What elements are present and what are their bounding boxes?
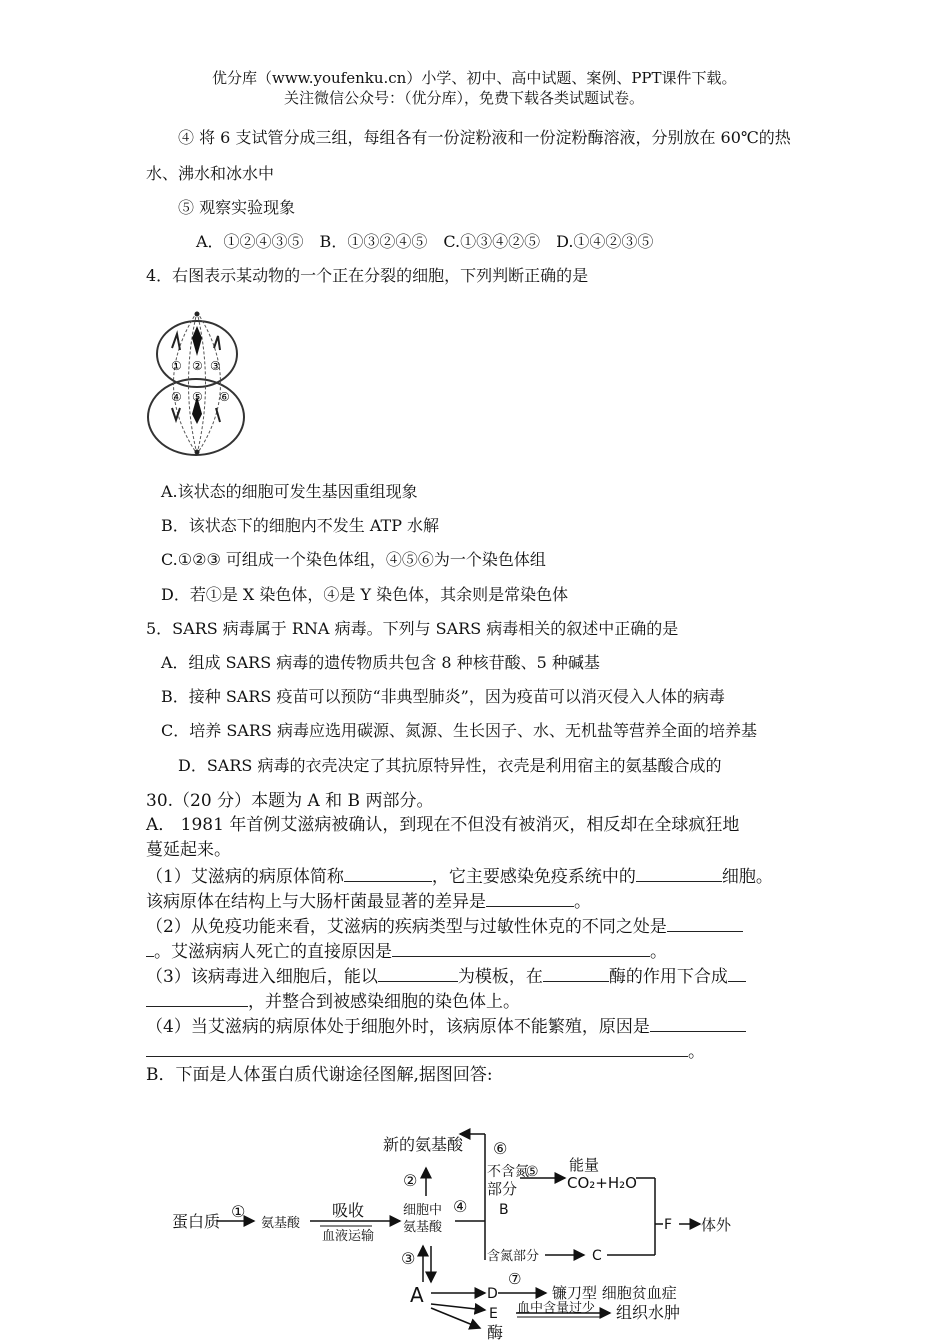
diagram-cell-aa-1: 细胞中 (403, 1203, 443, 1218)
q3-step4-line2: 水、沸水和冰水中 (146, 164, 275, 183)
diagram-cell-aa-2: 氨基酸 (403, 1220, 443, 1235)
q4-stem: 4．右图表示某动物的一个正在分裂的细胞，下列判断正确的是 (146, 266, 589, 285)
diagram-circle-5: ⑤ (526, 1164, 539, 1180)
q30-title: 30.（20 分）本题为 A 和 B 两部分。 (146, 791, 434, 811)
diagram-co2-h2o: CO₂+H₂O (567, 1174, 637, 1192)
diagram-circle-7: ⑦ (508, 1270, 522, 1288)
diagram-f: F (664, 1217, 673, 1233)
q30-b-intro: B．下面是人体蛋白质代谢途径图解,据图回答: (146, 1065, 493, 1085)
diagram-c: C (592, 1248, 602, 1264)
q5-stem: 5．SARS 病毒属于 RNA 病毒。下列与 SARS 病毒相关的叙述中正确的是 (146, 619, 679, 638)
diagram-non-n-2: 部分 (487, 1180, 518, 1198)
diagram-blood: 血液运输 (322, 1229, 375, 1244)
q30-p3b-end: ，并整合到被感染细胞的染色体上。 (248, 992, 520, 1012)
q30-p1a-mid: ，它主要感染免疫系统中的 (431, 867, 636, 887)
q5-option-a: A．组成 SARS 病毒的遗传物质共包含 8 种核苷酸、5 种碱基 (161, 653, 600, 672)
diagram-a: A (410, 1283, 424, 1307)
chromosome-label-6: ⑥ (219, 390, 230, 404)
q30-p3a-pre: （3）该病毒进入细胞后，能以 (146, 967, 378, 987)
header-line-1: 优分库（www.youfenku.cn）小学、初中、高中试题、案例、PPT课件下载。 (212, 69, 737, 87)
q30-a-intro-1: A． 1981 年首例艾滋病被确认，到现在不但没有被消灭，相反却在全球疯狂地 (146, 815, 740, 835)
q4-option-a: A.该状态的细胞可发生基因重组现象 (161, 482, 418, 501)
diagram-b: B (499, 1202, 509, 1218)
q5-option-c: C．培养 SARS 病毒应选用碳源、氮源、生长因子、水、无机盐等营养全面的培养基 (161, 721, 757, 740)
q3-step4-line1: ④ 将 6 支试管分成三组，每组各有一份淀粉液和一份淀粉酶溶液，分别放在 60℃的热 (178, 128, 791, 147)
q3-options: A．①②④③⑤ B．①③②④⑤ C.①③④②⑤ D.①④②③⑤ (196, 232, 654, 251)
q30-p1b-pre: 该病原体在结构上与大肠杆菌最显著的差异是 (146, 892, 486, 912)
q30-p3a-mid1: 为模板，在 (457, 967, 543, 987)
q30-p4b-end: 。 (688, 1042, 705, 1062)
q5-option-d: D．SARS 病毒的衣壳决定了其抗原特异性，衣壳是利用宿主的氨基酸合成的 (178, 756, 722, 775)
diagram-circle-2: ② (403, 1171, 418, 1190)
q5-option-b: B．接种 SARS 疫苗可以预防“非典型肺炎”，因为疫苗可以消灭侵入人体的病毒 (161, 687, 725, 706)
q30-p4a-pre: （4）当艾滋病的病原体处于细胞外时，该病原体不能繁殖，原因是 (146, 1017, 650, 1037)
q30-p1b-end: 。 (574, 892, 591, 912)
q3-step5: ⑤ 观察实验现象 (178, 198, 296, 217)
diagram-protein: 蛋白质 (172, 1212, 221, 1231)
q30-p2a-pre: （2）从免疫功能来看，艾滋病的疾病类型与过敏性休克的不同之处是 (146, 917, 667, 937)
diagram-d: D (487, 1286, 498, 1302)
diagram-edema: 组织水肿 (616, 1303, 681, 1322)
diagram-enzyme: 酶 (487, 1323, 504, 1342)
diagram-blood-low: 血中含量过少 (517, 1301, 596, 1316)
chromosome-label-2: ② (192, 359, 203, 373)
diagram-non-n-1: 不含氮 (487, 1164, 529, 1180)
diagram-energy: 能量 (569, 1156, 600, 1174)
chromosome-label-3: ③ (210, 359, 221, 373)
q4-option-c: C.①②③ 可组成一个染色体组，④⑤⑥为一个染色体组 (161, 550, 546, 569)
diagram-absorb: 吸收 (332, 1201, 365, 1220)
header-line-2: 关注微信公众号：（优分库），免费下载各类试题试卷。 (284, 89, 645, 107)
diagram-circle-3: ③ (401, 1249, 416, 1268)
q30-p2b-pre: 。艾滋病病人死亡的直接原因是 (154, 942, 392, 962)
diagram-new-amino-acid: 新的氨基酸 (383, 1135, 464, 1154)
chromosome-label-1: ① (171, 359, 182, 373)
q30-a-intro-2: 蔓延起来。 (146, 840, 231, 860)
diagram-n-part: 含氮部分 (487, 1249, 540, 1264)
diagram-sickle-cell: 镰刀型 细胞贫血症 (552, 1284, 677, 1302)
diagram-amino-acid: 氨基酸 (261, 1216, 301, 1231)
q30-p1a-pre: （1）艾滋病的病原体简称 (146, 867, 344, 887)
diagram-circle-4: ④ (453, 1197, 468, 1216)
diagram-circle-1: ① (231, 1202, 246, 1221)
diagram-circle-6: ⑥ (493, 1139, 508, 1158)
chromosome-label-4: ④ (171, 390, 182, 404)
q30-p2b-end: 。 (650, 942, 667, 962)
diagram-e: E (489, 1306, 498, 1322)
diagram-outside: 体外 (701, 1216, 732, 1234)
q4-option-b: B．该状态下的细胞内不发生 ATP 水解 (161, 516, 440, 535)
chromosome-label-5: ⑤ (192, 390, 203, 404)
q4-option-d: D．若①是 X 染色体，④是 Y 染色体，其余则是常染色体 (161, 585, 569, 604)
q30-p1a-end: 细胞。 (721, 867, 773, 887)
q30-p3a-mid2: 酶的作用下合成 (608, 967, 728, 987)
